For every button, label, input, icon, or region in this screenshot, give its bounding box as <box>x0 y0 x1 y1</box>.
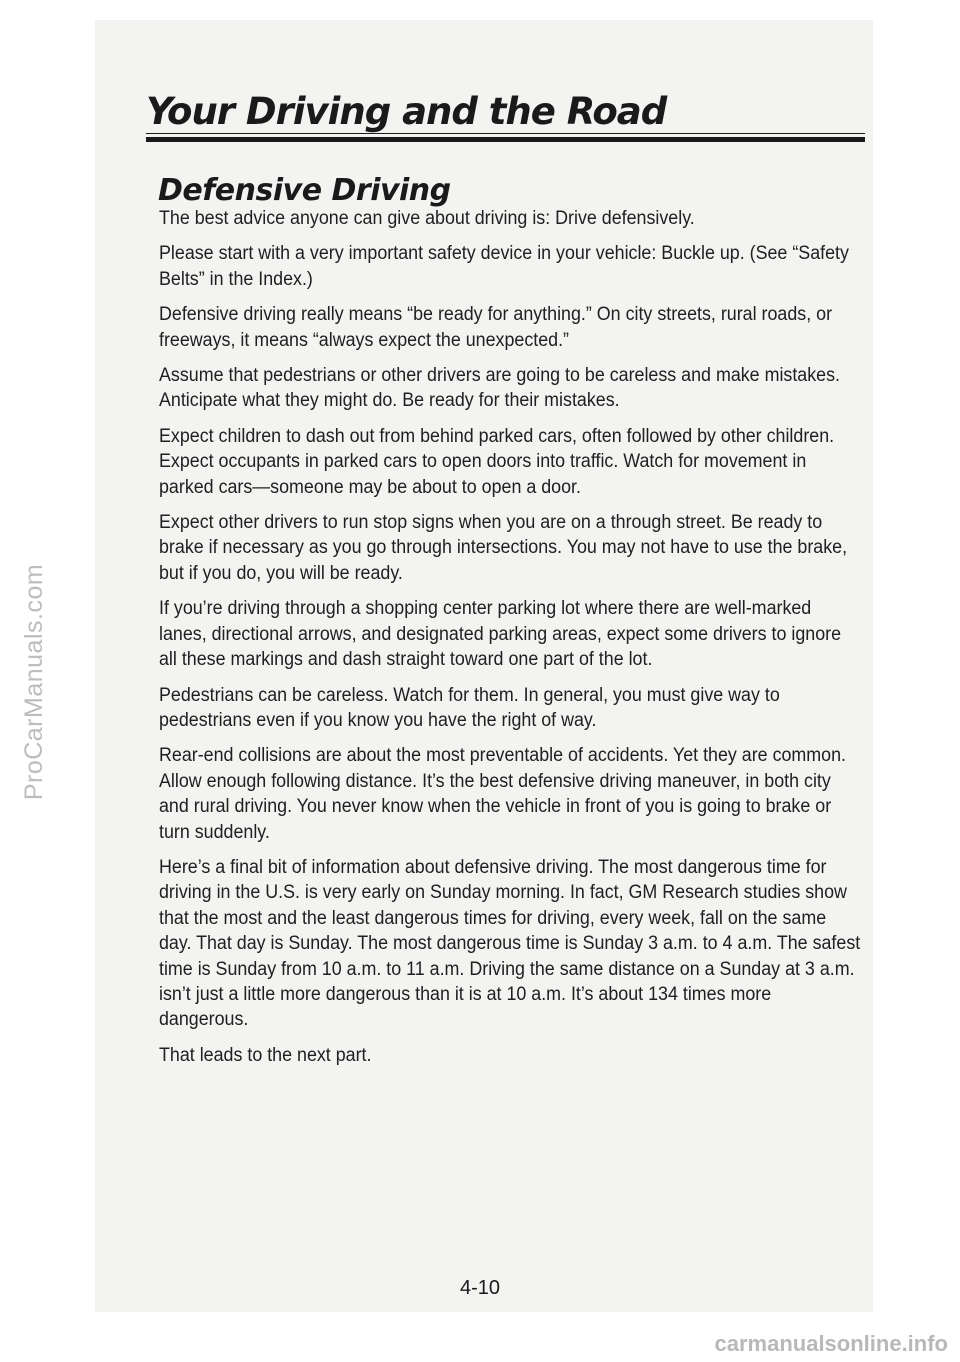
page-number: 4-10 <box>459 1277 501 1299</box>
paragraph-rear-end: Rear-end collisions are about the most preventable of accidents. Yet they are common. Allow enough following distance. It’s the best defensive driving maneuver, in both city and rural driving. You never know when the vehicle in front of you is going to brake or turn suddenly. <box>159 745 847 843</box>
paragraph-be-ready: Defensive driving really means “be ready for anything.” On city streets, rural roads, or freeways, it means “always expect the unexpected.” <box>159 304 833 351</box>
chapter-title: Your Driving and the Road <box>146 90 667 133</box>
paragraph-assume-careless: Assume that pedestrians or other drivers are going to be careless and make mistakes. Anticipate what they might do. Be ready for their mistakes. <box>159 365 841 412</box>
paragraph-buckle-up: Please start with a very important safety device in your vehicle: Buckle up. (See “Safety Belts” in the Index.) <box>159 243 849 290</box>
paragraph-sunday-morning: Here’s a final bit of information about defensive driving. The most dangerous time for driving in the U.S. is very early on Sunday morning. In fact, GM Research studies show that the most and the least dangerous times for driving, every week, fall on the same day. That day is Sunday. The most dangerous time is Sunday 3 a.m. to 4 a.m. The safest time is Sunday from 10 a.m. to 11 a.m. Driving the same distance on a Sunday at 3 a.m. isn’t just a little more dangerous than it is at 10 a.m. It’s about 134 times more dangerous. <box>159 856 861 1031</box>
side-watermark: ProCarManuals.com <box>20 563 48 801</box>
paragraph-parking-lot: If you’re driving through a shopping center parking lot where there are well-marked lanes, directional arrows, and designated parking areas, expect some drivers to ignore all these markings and dash straight toward one part of the lot. <box>159 598 842 671</box>
paragraph-expect-children: Expect children to dash out from behind parked cars, often followed by other children. Expect occupants in parked cars to open doors into traffic. Watch for movement in parked cars—someone may be about to open a door. <box>159 425 835 498</box>
chapter-rule-thin <box>146 133 865 134</box>
paragraph-drive-defensively: The best advice anyone can give about driving is: Drive defensively. <box>159 208 695 229</box>
chapter-rule <box>146 137 865 142</box>
bottom-watermark: carmanualsonline.info <box>714 1331 948 1356</box>
body-text <box>159 206 864 1078</box>
paragraph-next-part: That leads to the next part. <box>159 1044 372 1066</box>
paragraph-pedestrians: Pedestrians can be careless. Watch for them. In general, you must give way to pedestrians even if you know you have the right of way. <box>159 684 780 731</box>
section-title: Defensive Driving <box>158 173 451 208</box>
paragraph-stop-signs: Expect other drivers to run stop signs when you are on a through street. Be ready to brake if necessary as you go through intersections. You may not have to use the brake, but if you do, you will be ready. <box>159 512 848 584</box>
